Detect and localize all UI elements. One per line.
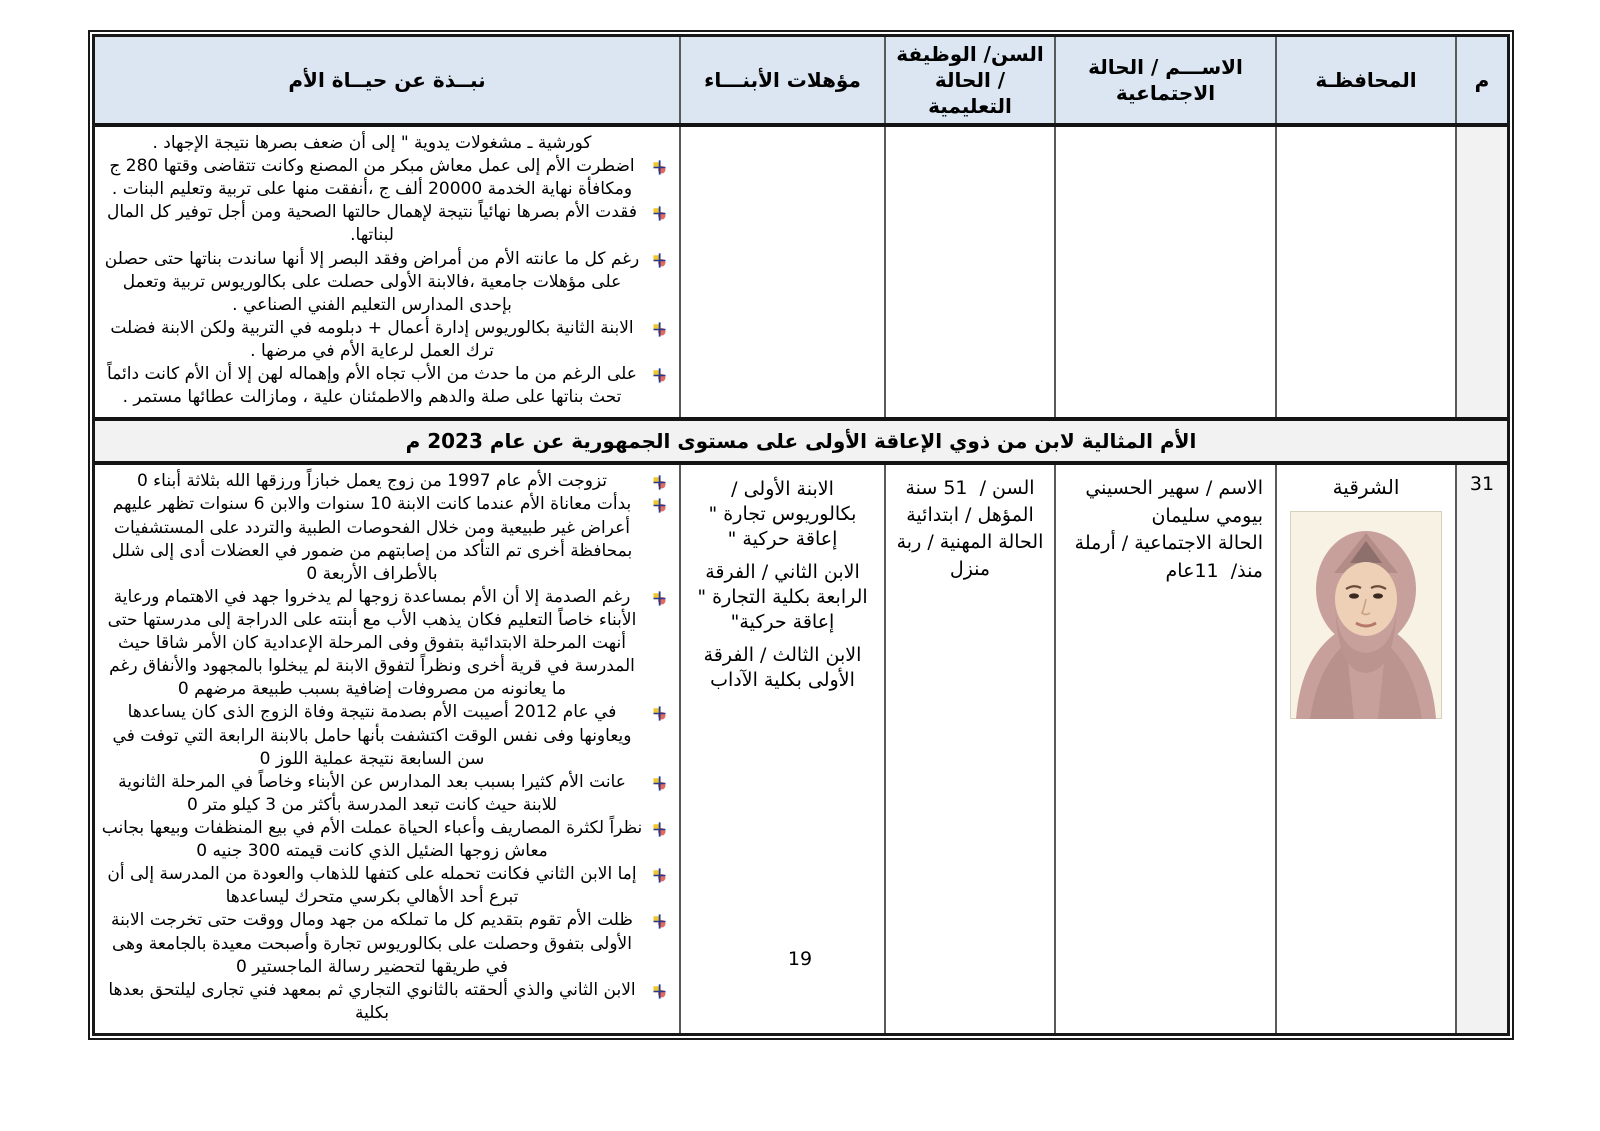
banner-row xyxy=(95,417,1507,461)
header-cell-age-job-education: السن/ الوظيفة / الحالة التعليمية xyxy=(886,37,1056,123)
bio-bullet-item xyxy=(101,248,671,317)
bio-bullet-text: رغم الصدمة إلا أن الأم بمساعدة زوجها لم يدخروا جهد في الاهتمام ورعاية الأبناء خاصاً التعليم فكان يذهب الأب مع أبنته على الدراجة إلى مدرستها حتى أنهت المرحلة الابتدائية بتفوق وفى المرحلة الإعدادية كان الأمر شاقا حيث المدرسة في قرية أخرى ونظراً لتفوق الابنة لم يبخلوا بالمجهود والأنفاق رغم ما يعانونه من مصروفات إضافية بسبب طبيعة مرضهم 0 xyxy=(107,586,637,700)
bio-bullet-item xyxy=(101,493,671,585)
header-cell-number: م xyxy=(1457,37,1507,123)
governorate-name: الشرقية xyxy=(1332,475,1400,500)
bio-bullet-text: إما الابن الثاني فكانت تحمله على كتفها للذهاب والعودة من المدرسة إلى أن تبرع أحد الأهالي بكرسي متحرك ليساعدها xyxy=(107,864,637,908)
bio-bullet-item xyxy=(101,701,671,770)
bio-bullet-item xyxy=(101,201,671,247)
bio-bullet-text: على الرغم من ما حدث من الأب تجاه الأم وإهماله لهن إلا أن الأم كانت دائماً تحث بناتها على صلة والدهم والاطمئنان علية ، ومازالت عطائها مستمر . xyxy=(107,364,637,408)
bio-bullet-text: في عام 2012 أصيبت الأم بصدمة نتيجة وفاة الزوج الذى كان يساعدها ويعاونها وفى نفس الوقت اكتشفت بأنها حامل بالابنة الرابعة التي توفت في سن السابعة نتيجة عملية اللوز 0 xyxy=(112,702,632,769)
decorative-cross-bullet-icon xyxy=(652,983,667,998)
mother-photo xyxy=(1290,511,1442,719)
decorative-cross-bullet-icon xyxy=(652,474,667,489)
records-table-inner xyxy=(92,34,1510,1036)
child-qualification-line: الابنة الأولى / بكالوريوس تجارة " إعاقة حركية " xyxy=(702,478,857,550)
decorative-cross-bullet-icon xyxy=(652,205,667,220)
continuation-age-cell xyxy=(886,127,1056,417)
header-cell-mother-bio: نبــذة عن حيــاة الأم xyxy=(95,37,681,123)
decorative-cross-bullet-icon xyxy=(652,159,667,174)
bio-bullet-list xyxy=(101,155,671,409)
decorative-cross-bullet-icon xyxy=(652,497,667,512)
continuation-governorate-cell xyxy=(1277,127,1457,417)
header-cell-children-qualifications: مؤهلات الأبنـــاء xyxy=(681,37,886,123)
bio-bullet-item xyxy=(101,470,671,493)
name-status-line: منذ/ 11عام xyxy=(1165,559,1263,582)
age-job-line: السن / 51 سنة xyxy=(905,477,1035,500)
bio-bullet-text: نظراً لكثرة المصاريف وأعباء الحياة عملت الأم في بيع المنظفات وبيعها بجانب معاش زوجها الضئيل الذي كانت قيمته 300 جنيه 0 xyxy=(101,817,643,862)
bio-bullet-item xyxy=(101,363,671,409)
continuation-row xyxy=(95,123,1507,417)
age-job-line: المؤهل / ابتدائية xyxy=(906,504,1034,527)
table-header-row xyxy=(95,37,1507,123)
child-qualification-line: الابن الثالث / الفرقة الأولى بكلية الآداب xyxy=(697,644,862,692)
continuation-name-cell xyxy=(1056,127,1277,417)
bio-bullet-text: تزوجت الأم عام 1997 من زوج يعمل خبازاً ورزقها الله بثلاثة أبناء 0 xyxy=(136,471,608,492)
continuation-number-cell xyxy=(1457,127,1507,417)
decorative-cross-bullet-icon xyxy=(652,321,667,336)
decorative-cross-bullet-icon xyxy=(652,252,667,267)
bio-bullet-text: بدأت معاناة الأم عندما كانت الابنة 10 سنوات والابن 6 سنوات تظهر عليهم أعراض غير طبيعية ومن خلال الفحوصات الطبية والتردد على المستشفيات بمحافظة أخرى تم التأكد من إصابتهم من ضمور في العضلات أدى إلى شلل بالأطراف الأربعة 0 xyxy=(111,494,633,584)
name-status-line: الحالة الاجتماعية / أرملة xyxy=(1074,532,1263,555)
bio-bullet-text: رغم كل ما عانته الأم من أمراض وفقد البصر إلا أنها ساندت بناتها حتى حصلن على مؤهلات جامعية ،فالابنة الأولى حصلت على بكالوريوس تربية وتعمل بإحدى المدارس التعليم الفني الصناعي . xyxy=(104,248,640,315)
bio-bullet-item xyxy=(101,817,671,863)
bio-bullet-text: عانت الأم كثيرا بسبب بعد المدارس عن الأبناء وخاصاً في المرحلة الثانوية للابنة حيث كانت تبعد المدرسة بأكثر من 3 كيلو متر 0 xyxy=(118,771,626,815)
bio-bullet-text: اضطرت الأم إلى عمل معاش مبكر من المصنع وكانت تتقاضى وقتها 280 ج ومكافأة نهاية الخدمة 20000 ألف ج ،أنفقت منها على تربية وتعليم البنات . xyxy=(109,156,635,200)
bio-bullet-item xyxy=(101,771,671,817)
page-number: 19 xyxy=(787,948,813,970)
decorative-cross-bullet-icon xyxy=(652,867,667,882)
decorative-cross-bullet-icon xyxy=(652,705,667,720)
bio-bullet-item xyxy=(101,317,671,363)
bio-intro-line: كورشية ـ مشغولات يدوية " إلى أن ضعف بصرها نتيجة الإجهاد . xyxy=(152,133,592,153)
continuation-children-cell xyxy=(681,127,886,417)
continuation-bio-cell xyxy=(95,127,681,417)
bio-bullet-list-31 xyxy=(101,470,671,1025)
bio-bullet-text: الابن الثاني والذي ألحقته بالثانوي التجاري ثم بمعهد فني تجارى ليلتحق بعدها بكلية xyxy=(108,979,636,1023)
award-banner-title: الأم المثالية لابن من ذوي الإعاقة الأولى على مستوى الجمهورية عن عام 2023 م xyxy=(95,421,1507,461)
record-number: 31 xyxy=(1457,465,1507,1033)
decorative-cross-bullet-icon xyxy=(652,590,667,605)
age-job-line: الحالة المهنية / ربة منزل xyxy=(890,531,1044,581)
decorative-cross-bullet-icon xyxy=(652,367,667,382)
bio-bullet-item xyxy=(101,155,671,201)
decorative-cross-bullet-icon xyxy=(652,821,667,836)
header-cell-name-status: الاســـم / الحالة الاجتماعية xyxy=(1056,37,1277,123)
decorative-cross-bullet-icon xyxy=(652,913,667,928)
child-qualification-line: الابن الثاني / الفرقة الرابعة بكلية التجارة " إعاقة حركية" xyxy=(691,561,868,633)
bio-bullet-item xyxy=(101,979,671,1025)
bio-bullet-text: ظلت الأم تقوم بتقديم كل ما تملكه من جهد ومال ووقت حتى تخرجت الابنة الأولى بتفوق وحصلت على بكالوريوس تجارة وأصبحت معيدة بالجامعة وهى في طريقها لتحضير رسالة الماجستير 0 xyxy=(111,910,633,977)
name-status-line: الاسم / سهير الحسيني بيومي سليمان xyxy=(1079,477,1263,527)
bio-bullet-text: فقدت الأم بصرها نهائياً نتيجة لإهمال حالتها الصحية ومن أجل توفير كل المال لبناتها. xyxy=(107,202,637,246)
decorative-cross-bullet-icon xyxy=(652,775,667,790)
records-table xyxy=(88,30,1514,1040)
bio-bullet-text: الابنة الثانية بكالوريوس إدارة أعمال + دبلومه في التربية ولكن الابنة فضلت ترك العمل لرعاية الأم في مرضها . xyxy=(110,317,634,361)
bio-bullet-item xyxy=(101,586,671,702)
header-cell-governorate: المحافظـة xyxy=(1277,37,1457,123)
bio-bullet-item xyxy=(101,863,671,909)
